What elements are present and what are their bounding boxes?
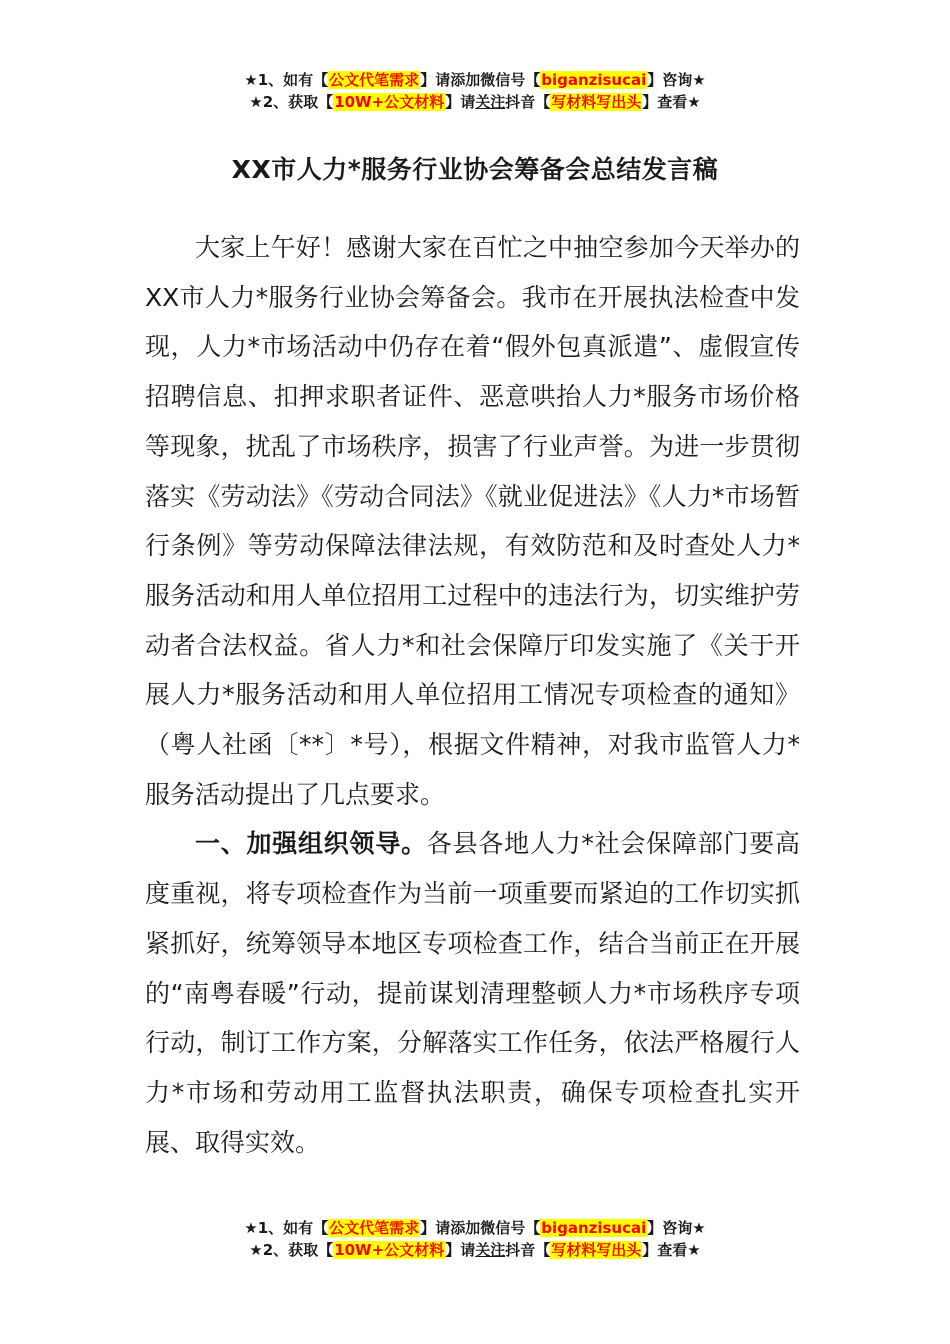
promo-banner-bottom — [0, 1217, 950, 1261]
body-paragraph: 大家上午好！感谢大家在百忙之中抽空参加今天举办的XX市人力*服务行业协会筹备会。我市在开展执法检查中发现，人力*市场活动中仍存在着“假外包真派遣”、虚假宣传招聘信息、扣押求职者证件、恶意哄抬人力*服务市场价格等现象，扰乱了市场秩序，损害了行业声誉。为进一步贯彻落实《劳动法》《劳动合同法》《就业促进法》《人力*市场暂行条例》等劳动保障法律法规，有效防范和及时查处人力*服务活动和用人单位招用工过程中的违法行为，切实维护劳动者合法权益。省人力*和社会保障厅印发实施了《关于开展人力*服务活动和用人单位招用工情况专项检查的通知》（粤人社函〔**〕*号），根据文件精神，对我市监管人力*服务活动提出了几点要求。 — [145, 233, 800, 809]
promo-highlight-service: 公文代笔需求 — [329, 71, 420, 89]
promo-highlight-materials: 10W+公文材料 — [334, 93, 445, 111]
promo-highlight-wechat-id: biganzisucai — [541, 1219, 647, 1237]
promo-line-2: ★2、获取【10W+公文材料】请关注抖音【写材料写出头】查看★ — [249, 1241, 701, 1259]
body-paragraph-section-1 — [145, 819, 800, 1167]
document-body — [145, 223, 800, 1167]
section-body: 各县各地人力*社会保障部门要高度重视，将专项检查作为当前一项重要而紧迫的工作切实抓紧抓好，统筹领导本地区专项检查工作，结合当前正在开展的“南粤春暖”行动，提前谋划清理整顿人力*市场秩序专项行动，制订工作方案，分解落实工作任务，依法严格履行人力*市场和劳动用工监督执法职责，确保专项检查扎实开展、取得实效。 — [145, 829, 800, 1157]
promo-highlight-wechat-id: biganzisucai — [541, 71, 647, 89]
promo-underline-follow: 关注 — [475, 93, 506, 111]
document-title: XX市人力*服务行业协会筹备会总结发言稿 — [231, 155, 719, 184]
promo-line-1: ★1、如有【公文代笔需求】请添加微信号【biganzisucai】咨询★ — [244, 71, 706, 89]
promo-highlight-douyin: 写材料写出头 — [551, 1241, 642, 1259]
promo-line-1: ★1、如有【公文代笔需求】请添加微信号【biganzisucai】咨询★ — [244, 1219, 706, 1237]
section-heading: 一、加强组织领导。 — [195, 829, 427, 859]
promo-highlight-service: 公文代笔需求 — [329, 1219, 420, 1237]
promo-banner-top — [0, 69, 950, 113]
promo-highlight-douyin: 写材料写出头 — [551, 93, 642, 111]
promo-line-2: ★2、获取【10W+公文材料】请关注抖音【写材料写出头】查看★ — [249, 93, 701, 111]
promo-underline-follow: 关注 — [475, 1241, 506, 1259]
promo-highlight-materials: 10W+公文材料 — [334, 1241, 445, 1259]
